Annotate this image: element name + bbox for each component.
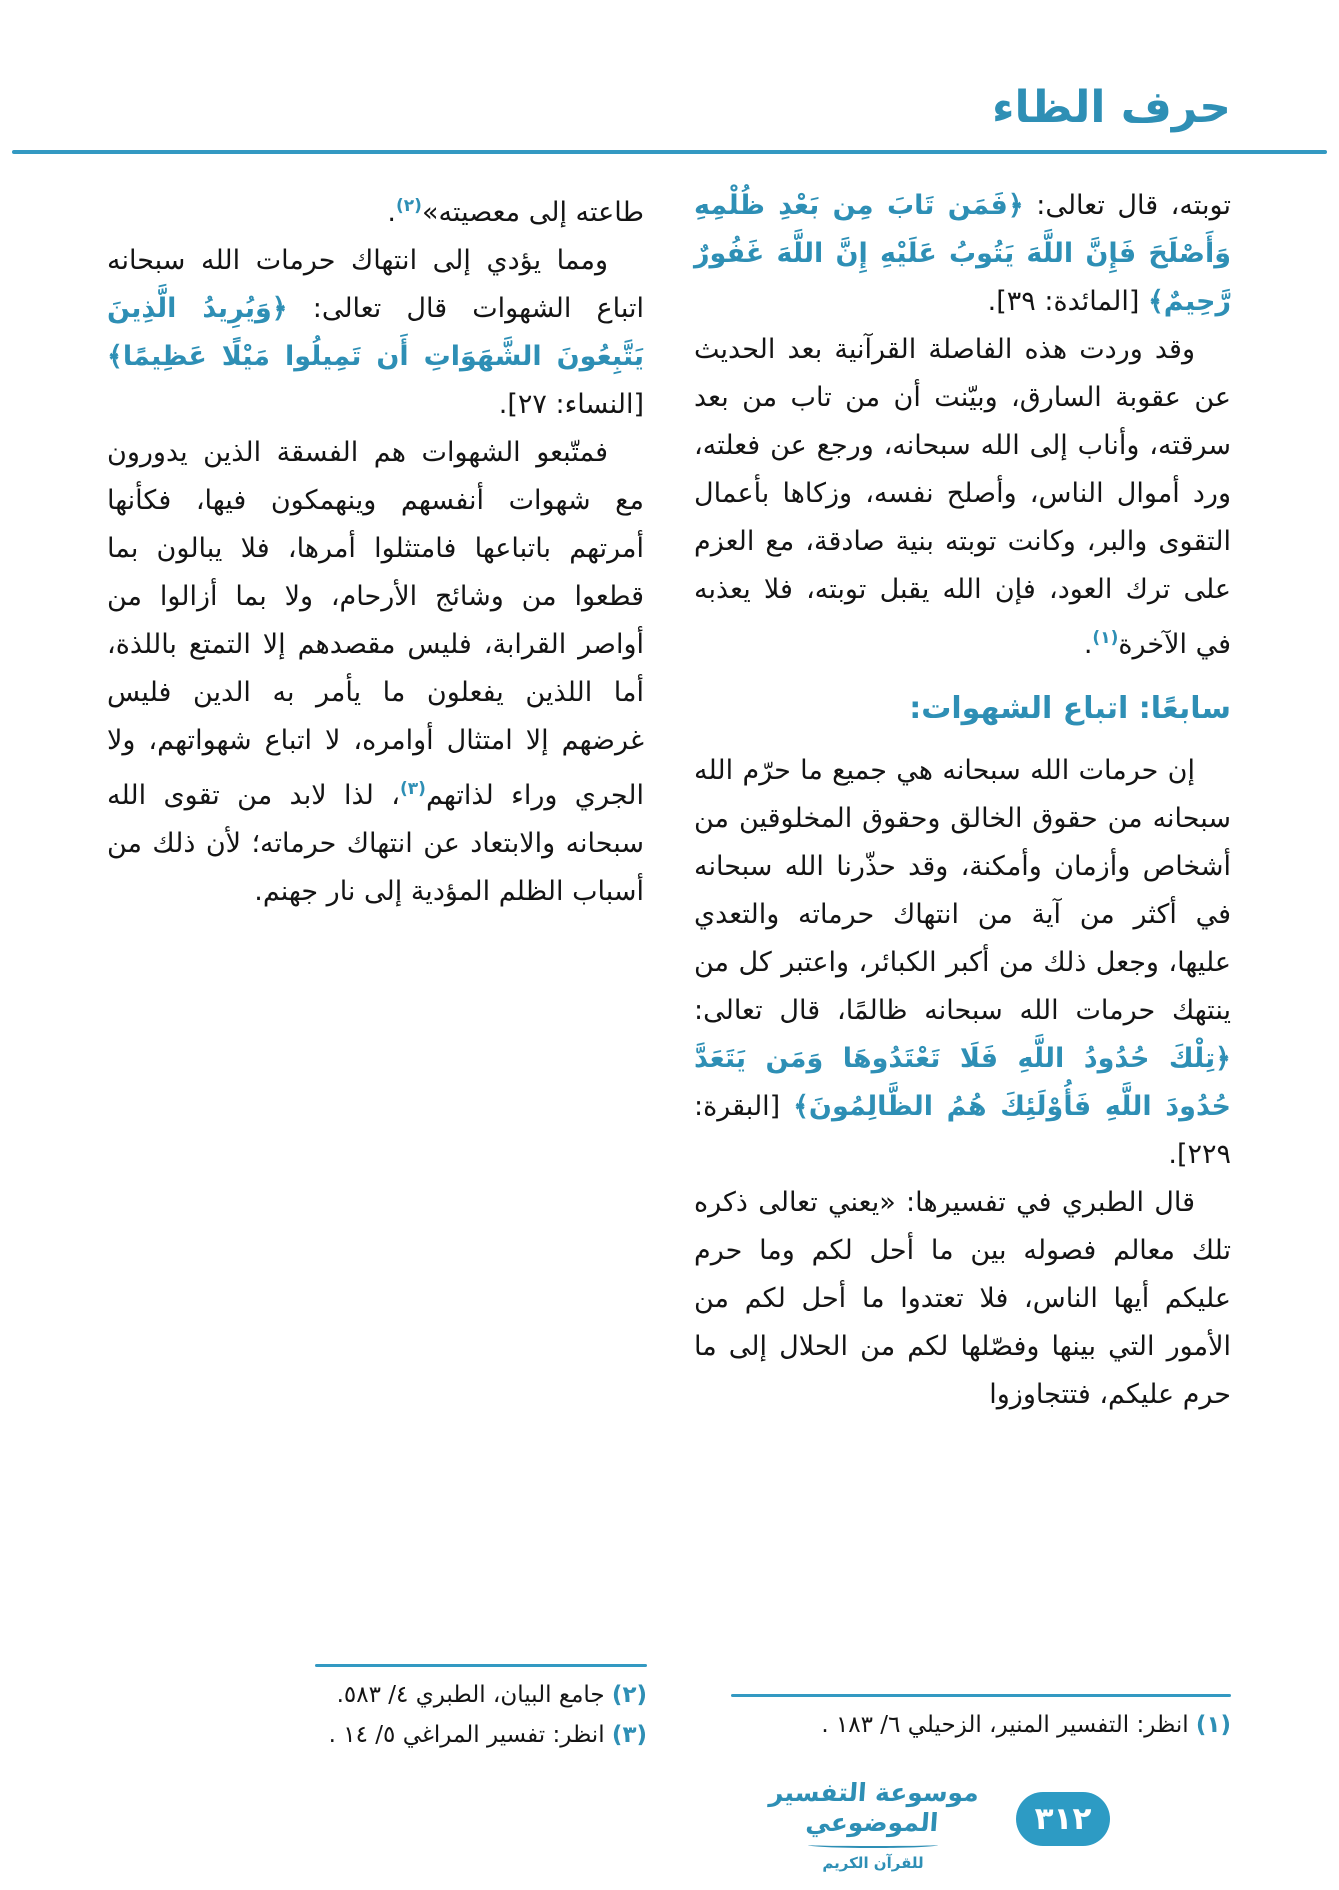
body-text: ومما يؤدي إلى انتهاك حرمات الله سبحانه اتباع الشهوات قال تعالى: xyxy=(107,245,644,324)
left-column xyxy=(107,182,644,1419)
footnote-number: (٢) xyxy=(611,1682,647,1708)
paragraph xyxy=(107,182,644,237)
footnotes-left xyxy=(110,1664,647,1755)
body-text: . xyxy=(1083,629,1093,660)
footnotes-right xyxy=(694,1694,1231,1745)
header-divider xyxy=(12,150,1327,154)
body-text: طاعته إلى معصيته» xyxy=(421,197,644,228)
verse-citation: [النساء: ٢٧]. xyxy=(498,389,644,420)
body-text: توبته، قال تعالى: xyxy=(1023,190,1231,221)
paragraph xyxy=(107,429,644,916)
footnote-item xyxy=(694,1705,1231,1745)
publisher-logo xyxy=(768,1778,978,1872)
body-text: . xyxy=(387,197,396,228)
page-number: ٣١٢ xyxy=(1034,1801,1092,1837)
logo-flourish xyxy=(808,1842,938,1848)
footnote-item xyxy=(110,1715,647,1755)
footnote-text: انظر: التفسير المنير، الزحيلي ٦/ ١٨٣ . xyxy=(821,1712,1196,1738)
logo-subtitle: للقرآن الكريم xyxy=(822,1854,924,1872)
logo-title: موسوعة التفسير الموضوعي xyxy=(768,1778,980,1837)
paragraph xyxy=(694,326,1231,669)
right-column xyxy=(694,182,1231,1419)
verse-citation: [البقرة: ٢٢٩]. xyxy=(694,1091,1231,1170)
verse-citation: [المائدة: ٣٩]. xyxy=(987,286,1148,317)
body-text: وقد وردت هذه الفاصلة القرآنية بعد الحديث عن عقوبة السارق، وبيّنت أن من تاب من بعد سرقته، وأناب إلى الله سبحانه، ورجع عن فعلته، ورد أموال الناس، وأصلح نفسه، وزكاها بأعمال التقوى والبر، وكانت توبته بنية صادقة، مع العزم على ترك العود، فإن الله يقبل توبته، فلا يعذبه في الآخرة xyxy=(694,334,1231,660)
body-text: إن حرمات الله سبحانه هي جميع ما حرّم الله سبحانه من حقوق الخالق وحقوق المخلوقين من أشخاص وأزمان وأمكنة، وقد حذّرنا الله سبحانه في أكثر من آية من انتهاك حرماته والتعدي عليها، وجعل ذلك من أكبر الكبائر، واعتبر كل من ينتهك حرمات الله سبحانه ظالمًا، قال تعالى: xyxy=(694,755,1231,1026)
page-number-badge xyxy=(1016,1792,1110,1846)
footnote-text: جامع البيان، الطبري ٤/ ٥٨٣. xyxy=(336,1682,612,1708)
quran-verse: ﴿فَمَن تَابَ مِن بَعْدِ ظُلْمِهِ وَأَصْلَحَ فَإِنَّ اللَّهَ يَتُوبُ عَلَيْهِ إِنَّ اللَّهَ غَفُورٌ رَّحِيمٌ﴾ xyxy=(694,190,1231,317)
footnote-divider xyxy=(315,1664,647,1667)
footnote-number: (١) xyxy=(1195,1712,1231,1738)
footnote-number: (٣) xyxy=(611,1722,647,1748)
paragraph xyxy=(107,237,644,429)
footnote-item xyxy=(110,1675,647,1715)
footnote-ref: (٢) xyxy=(396,196,422,216)
text-columns xyxy=(107,182,1231,1419)
paragraph xyxy=(694,182,1231,326)
footnote-text: انظر: تفسير المراغي ٥/ ١٤ . xyxy=(328,1722,612,1748)
section-heading: سابعًا: اتباع الشهوات: xyxy=(909,691,1231,726)
chapter-title: حرف الظاء xyxy=(992,82,1231,133)
quran-verse: ﴿وَيُرِيدُ الَّذِينَ يَتَّبِعُونَ الشَّهَوَاتِ أَن تَمِيلُوا مَيْلًا عَظِيمًا﴾ xyxy=(107,293,644,372)
paragraph xyxy=(694,1179,1231,1419)
body-text: ، لذا لابد من تقوى الله سبحانه والابتعاد عن انتهاك حرماته؛ لأن ذلك من أسباب الظلم المؤدية إلى نار جهنم. xyxy=(107,780,644,907)
quran-verse: ﴿تِلْكَ حُدُودُ اللَّهِ فَلَا تَعْتَدُوهَا وَمَن يَتَعَدَّ حُدُودَ اللَّهِ فَأُوْلَئِكَ هُمُ الظَّالِمُونَ﴾ xyxy=(694,1043,1231,1122)
footnote-divider xyxy=(731,1694,1231,1697)
footnote-ref: (٣) xyxy=(400,779,426,799)
paragraph xyxy=(694,747,1231,1179)
body-text: قال الطبري في تفسيرها: «يعني تعالى ذكره تلك معالم فصوله بين ما أحل لكم وما حرم عليكم أيها الناس، فلا تعتدوا ما أحل لكم من الأمور التي بينها وفصّلها لكم من الحلال إلى ما حرم عليكم، فتتجاوزوا xyxy=(694,1187,1231,1410)
footnote-ref: (١) xyxy=(1092,628,1119,648)
body-text: فمتّبعو الشهوات هم الفسقة الذين يدورون مع شهوات أنفسهم وينهمكون فيها، فكأنها أمرتهم باتباعها فامتثلوا أمرها، فلا يبالون بما قطعوا من وشائج الأرحام، ولا بما أزالوا من أواصر القرابة، فليس مقصدهم إلا التمتع باللذة، أما اللذين يفعلون ما يأمر به الدين فليس غرضهم إلا امتثال أوامره، لا اتباع شهواتهم، ولا الجري وراء لذاتهم xyxy=(107,437,644,811)
